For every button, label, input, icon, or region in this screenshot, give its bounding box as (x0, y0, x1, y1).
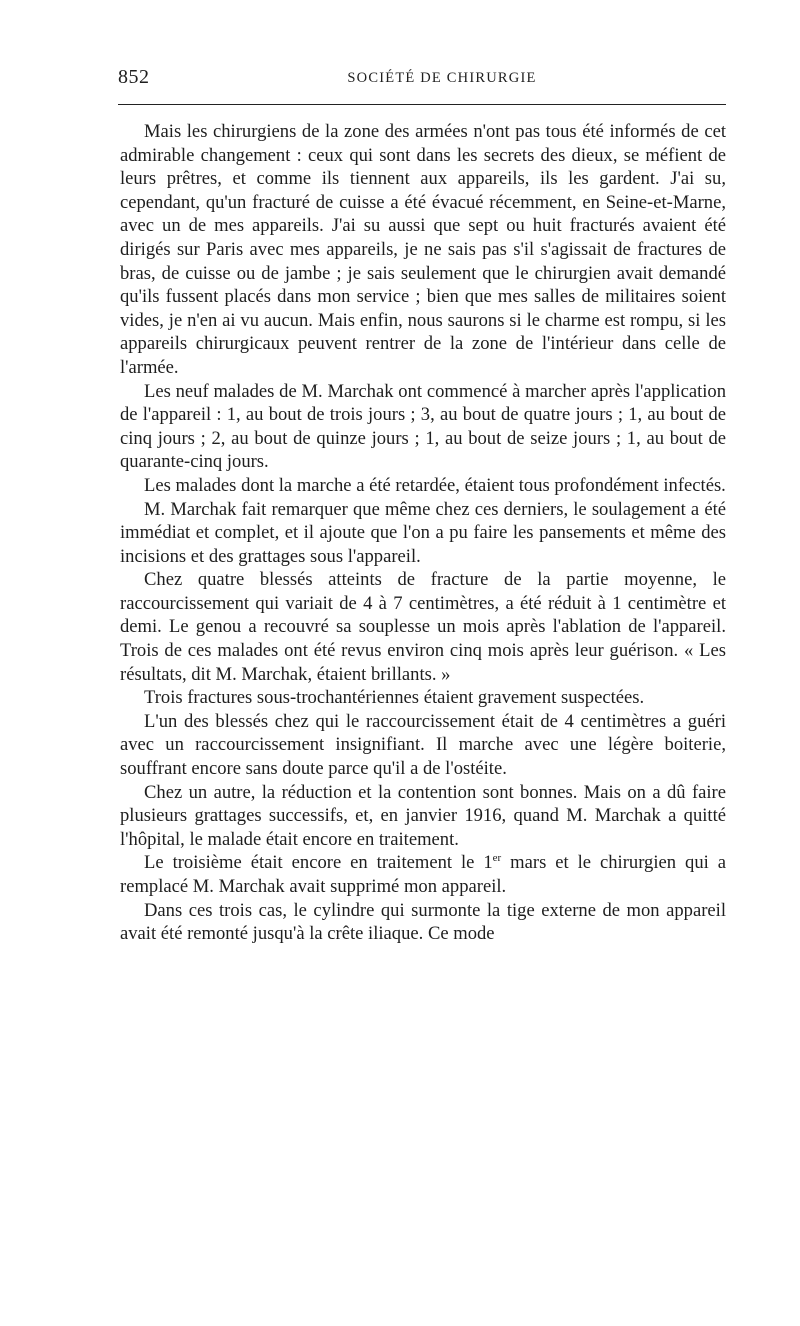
page-number: 852 (118, 66, 150, 88)
paragraph (120, 851, 726, 898)
paragraph: L'un des blessés chez qui le raccourcissement était de 4 centimètres a guéri avec un raccourcissement insignifiant. Il marche avec une légère boiterie, souffrant encore sans doute parce qu'il a de l'ostéite. (120, 710, 726, 780)
paragraph: M. Marchak fait remarquer que même chez ces derniers, le soulagement a été immédiat et complet, et il ajoute que l'on a pu faire les pansements et même des incisions et des grattages sous l'appareil. (120, 498, 726, 567)
paragraph: Trois fractures sous-trochantériennes étaient gravement suspectées. (144, 687, 645, 709)
paragraph: Les malades dont la marche a été retardée, étaient tous profondément infectés. (144, 474, 726, 496)
body-text (120, 120, 726, 946)
paragraph: Dans ces trois cas, le cylindre qui surmonte la tige externe de mon appareil avait été remonté jusqu'à la crête iliaque. Ce mode (120, 899, 726, 945)
paragraph-text: Le troisième était encore en traitement le 1 (144, 852, 493, 874)
paragraph: Mais les chirurgiens de la zone des armées n'ont pas tous été informés de cet admirable changement : ceux qui sont dans les secrets des dieux, se méfient de leurs prêtres, et comme ils tiennent aux appareils, ils les gardent. J'ai su, cependant, qu'un fracturé de cuisse a été évacué récemment, en Seine-et-Marne, avec un de mes appareils. J'ai su aussi que sept ou huit fracturés avaient été dirigés sur Paris avec mes appareils, je ne sais pas s'il s'agissait de fractures de bras, de cuisse ou de jambe ; je sais seulement que le chirurgien avait demandé qu'ils fussent placés dans mon service ; bien que mes salles de militaires soient vides, je n'en ai vu aucun. Mais enfin, nous saurons si le charme est rompu, si les appareils chirurgicaux peuvent rentrer de la zone de l'intérieur dans celle de l'armée. (120, 121, 726, 378)
paragraph: Chez un autre, la réduction et la contention sont bonnes. Mais on a dû faire plusieurs grattages successifs, et, en janvier 1916, quand M. Marchak a quitté l'hôpital, le malade était encore en traitement. (120, 781, 726, 850)
running-title: SOCIÉTÉ DE CHIRURGIE (347, 70, 537, 86)
header-rule (118, 104, 726, 105)
running-head (118, 62, 726, 92)
paragraph: Chez quatre blessés atteints de fracture de la partie moyenne, le raccourcissement qui variait de 4 à 7 centimètres, a été réduit à 1 centimètre et demi. Le genou a recouvré sa souplesse un mois après l'ablation de l'appareil. Trois de ces malades ont été revus environ cinq mois après leur guérison. « Les résultats, dit M. Marchak, étaient brillants. » (120, 569, 726, 685)
paragraph: Les neuf malades de M. Marchak ont commencé à marcher après l'application de l'appareil : 1, au bout de trois jours ; 3, au bout de quatre jours ; 1, au bout de cinq jours ; 2, au bout de quinze jours ; 1, au bout de seize jours ; 1, au bout de quarante-cinq jours. (120, 380, 726, 473)
paragraph-text: mars et le chirurgien qui a remplacé M. Marchak avait supprimé mon appareil. (120, 852, 726, 897)
superscript: er (492, 852, 502, 865)
